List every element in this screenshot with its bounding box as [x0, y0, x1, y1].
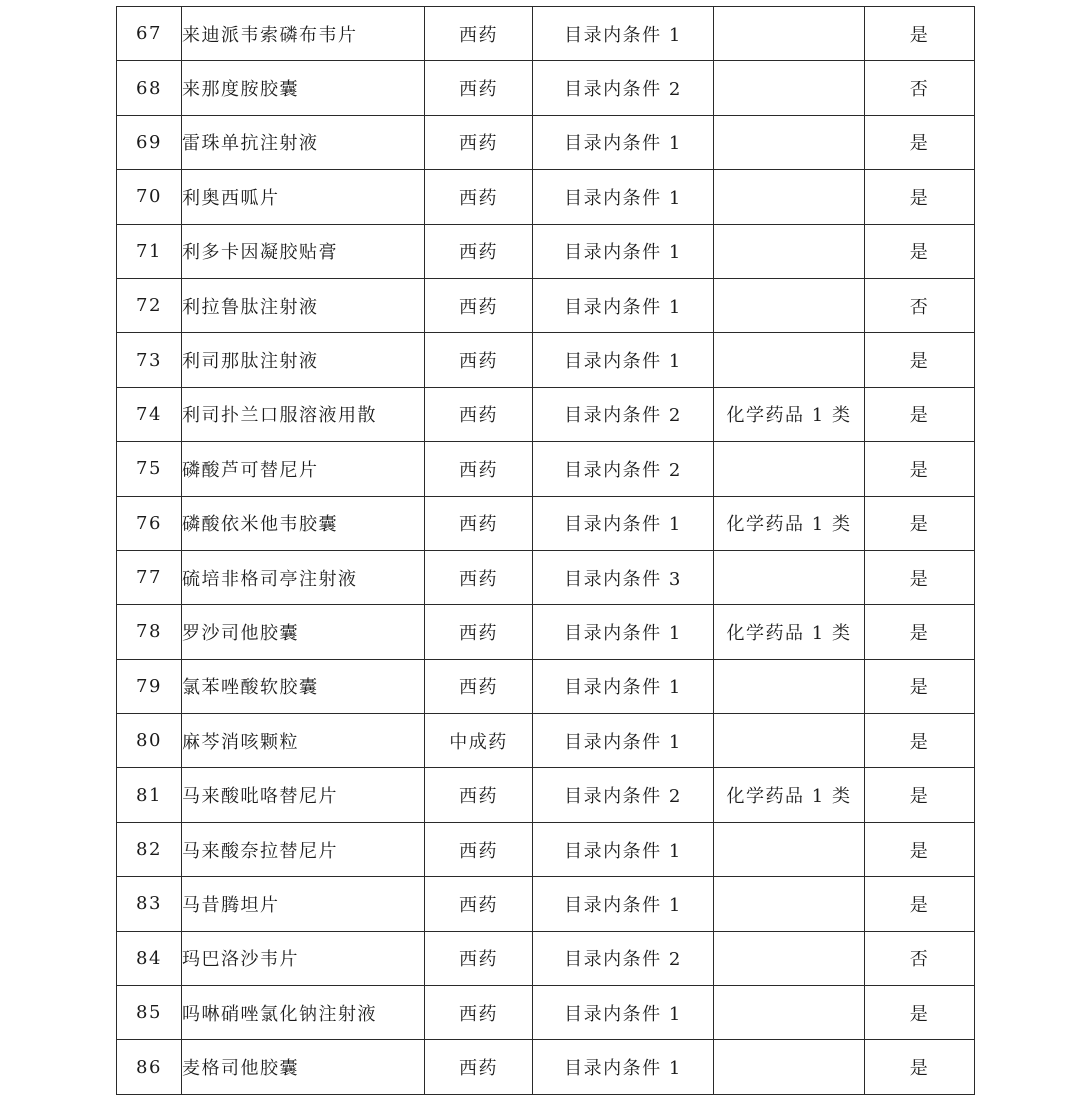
catalog-condition-cell: 目录内条件 1 [533, 986, 714, 1040]
catalog-condition-cell: 目录内条件 1 [533, 877, 714, 931]
row-number-cell: 85 [117, 986, 182, 1040]
drug-type-cell: 西药 [425, 986, 533, 1040]
drug-name-cell: 利拉鲁肽注射液 [182, 278, 425, 332]
yes-no-flag-cell: 是 [865, 768, 975, 822]
drug-type-cell: 西药 [425, 170, 533, 224]
catalog-condition-cell: 目录内条件 3 [533, 550, 714, 604]
yes-no-flag-cell: 是 [865, 7, 975, 61]
catalog-condition-cell: 目录内条件 1 [533, 115, 714, 169]
row-number-cell: 82 [117, 822, 182, 876]
drug-type-cell: 西药 [425, 442, 533, 496]
table-row [117, 931, 975, 985]
yes-no-flag-cell: 否 [865, 278, 975, 332]
table-row [117, 986, 975, 1040]
yes-no-flag-cell: 是 [865, 224, 975, 278]
drug-name-cell: 利多卡因凝胶贴膏 [182, 224, 425, 278]
drug-type-cell: 西药 [425, 333, 533, 387]
yes-no-flag-cell: 是 [865, 496, 975, 550]
catalog-condition-cell: 目录内条件 1 [533, 659, 714, 713]
catalog-condition-cell: 目录内条件 1 [533, 496, 714, 550]
drug-class-note-cell [714, 61, 865, 115]
catalog-condition-cell: 目录内条件 1 [533, 170, 714, 224]
drug-type-cell: 西药 [425, 877, 533, 931]
table-row [117, 115, 975, 169]
drug-class-note-cell [714, 659, 865, 713]
drug-list-table [116, 6, 975, 1095]
yes-no-flag-cell: 是 [865, 442, 975, 496]
drug-class-note-cell [714, 822, 865, 876]
drug-name-cell: 来迪派韦索磷布韦片 [182, 7, 425, 61]
drug-class-note-cell [714, 7, 865, 61]
catalog-condition-cell: 目录内条件 1 [533, 278, 714, 332]
drug-type-cell: 西药 [425, 931, 533, 985]
catalog-condition-cell: 目录内条件 2 [533, 442, 714, 496]
yes-no-flag-cell: 是 [865, 115, 975, 169]
table-row [117, 61, 975, 115]
catalog-condition-cell: 目录内条件 1 [533, 7, 714, 61]
drug-type-cell: 西药 [425, 768, 533, 822]
row-number-cell: 78 [117, 605, 182, 659]
drug-class-note-cell [714, 278, 865, 332]
drug-type-cell: 西药 [425, 659, 533, 713]
row-number-cell: 69 [117, 115, 182, 169]
drug-name-cell: 麦格司他胶囊 [182, 1040, 425, 1094]
drug-class-note-cell [714, 115, 865, 169]
catalog-condition-cell: 目录内条件 2 [533, 61, 714, 115]
drug-type-cell: 西药 [425, 822, 533, 876]
row-number-cell: 86 [117, 1040, 182, 1094]
row-number-cell: 68 [117, 61, 182, 115]
table-row [117, 550, 975, 604]
drug-type-cell: 西药 [425, 61, 533, 115]
drug-type-cell: 中成药 [425, 714, 533, 768]
drug-name-cell: 利司那肽注射液 [182, 333, 425, 387]
drug-class-note-cell [714, 877, 865, 931]
drug-name-cell: 磷酸芦可替尼片 [182, 442, 425, 496]
drug-type-cell: 西药 [425, 115, 533, 169]
row-number-cell: 81 [117, 768, 182, 822]
row-number-cell: 67 [117, 7, 182, 61]
yes-no-flag-cell: 是 [865, 333, 975, 387]
drug-name-cell: 马来酸奈拉替尼片 [182, 822, 425, 876]
drug-name-cell: 利司扑兰口服溶液用散 [182, 387, 425, 441]
table-row [117, 278, 975, 332]
drug-type-cell: 西药 [425, 387, 533, 441]
table-body [117, 7, 975, 1095]
row-number-cell: 71 [117, 224, 182, 278]
yes-no-flag-cell: 是 [865, 986, 975, 1040]
drug-name-cell: 雷珠单抗注射液 [182, 115, 425, 169]
catalog-condition-cell: 目录内条件 2 [533, 387, 714, 441]
table-row [117, 442, 975, 496]
table-row [117, 496, 975, 550]
row-number-cell: 83 [117, 877, 182, 931]
yes-no-flag-cell: 是 [865, 1040, 975, 1094]
drug-name-cell: 马昔腾坦片 [182, 877, 425, 931]
drug-class-note-cell [714, 442, 865, 496]
drug-type-cell: 西药 [425, 605, 533, 659]
catalog-condition-cell: 目录内条件 1 [533, 714, 714, 768]
catalog-condition-cell: 目录内条件 2 [533, 768, 714, 822]
drug-name-cell: 罗沙司他胶囊 [182, 605, 425, 659]
row-number-cell: 74 [117, 387, 182, 441]
yes-no-flag-cell: 否 [865, 61, 975, 115]
drug-name-cell: 磷酸依米他韦胶囊 [182, 496, 425, 550]
catalog-condition-cell: 目录内条件 1 [533, 605, 714, 659]
table-row [117, 714, 975, 768]
drug-name-cell: 硫培非格司亭注射液 [182, 550, 425, 604]
yes-no-flag-cell: 是 [865, 877, 975, 931]
table-row [117, 605, 975, 659]
table-row [117, 224, 975, 278]
drug-class-note-cell: 化学药品 1 类 [714, 605, 865, 659]
drug-type-cell: 西药 [425, 496, 533, 550]
catalog-condition-cell: 目录内条件 1 [533, 822, 714, 876]
row-number-cell: 76 [117, 496, 182, 550]
drug-name-cell: 利奥西呱片 [182, 170, 425, 224]
drug-class-note-cell [714, 714, 865, 768]
yes-no-flag-cell: 是 [865, 550, 975, 604]
row-number-cell: 75 [117, 442, 182, 496]
drug-name-cell: 氯苯唑酸软胶囊 [182, 659, 425, 713]
row-number-cell: 80 [117, 714, 182, 768]
yes-no-flag-cell: 是 [865, 170, 975, 224]
table-row [117, 7, 975, 61]
yes-no-flag-cell: 是 [865, 714, 975, 768]
table-row [117, 768, 975, 822]
drug-type-cell: 西药 [425, 224, 533, 278]
catalog-condition-cell: 目录内条件 1 [533, 224, 714, 278]
drug-name-cell: 玛巴洛沙韦片 [182, 931, 425, 985]
table-row [117, 822, 975, 876]
drug-type-cell: 西药 [425, 278, 533, 332]
table-row [117, 659, 975, 713]
drug-type-cell: 西药 [425, 550, 533, 604]
row-number-cell: 84 [117, 931, 182, 985]
drug-name-cell: 吗啉硝唑氯化钠注射液 [182, 986, 425, 1040]
table-row [117, 333, 975, 387]
row-number-cell: 73 [117, 333, 182, 387]
drug-class-note-cell [714, 550, 865, 604]
drug-type-cell: 西药 [425, 7, 533, 61]
table-row [117, 170, 975, 224]
row-number-cell: 79 [117, 659, 182, 713]
table-row [117, 387, 975, 441]
drug-class-note-cell: 化学药品 1 类 [714, 496, 865, 550]
drug-class-note-cell [714, 333, 865, 387]
drug-class-note-cell: 化学药品 1 类 [714, 768, 865, 822]
drug-class-note-cell [714, 170, 865, 224]
row-number-cell: 77 [117, 550, 182, 604]
table-row [117, 877, 975, 931]
drug-class-note-cell [714, 1040, 865, 1094]
row-number-cell: 72 [117, 278, 182, 332]
drug-class-note-cell: 化学药品 1 类 [714, 387, 865, 441]
yes-no-flag-cell: 是 [865, 822, 975, 876]
catalog-condition-cell: 目录内条件 2 [533, 931, 714, 985]
catalog-condition-cell: 目录内条件 1 [533, 333, 714, 387]
row-number-cell: 70 [117, 170, 182, 224]
drug-type-cell: 西药 [425, 1040, 533, 1094]
yes-no-flag-cell: 是 [865, 659, 975, 713]
drug-class-note-cell [714, 931, 865, 985]
yes-no-flag-cell: 是 [865, 387, 975, 441]
drug-class-note-cell [714, 986, 865, 1040]
drug-name-cell: 麻芩消咳颗粒 [182, 714, 425, 768]
yes-no-flag-cell: 是 [865, 605, 975, 659]
table-row [117, 1040, 975, 1094]
drug-name-cell: 马来酸吡咯替尼片 [182, 768, 425, 822]
catalog-condition-cell: 目录内条件 1 [533, 1040, 714, 1094]
drug-name-cell: 来那度胺胶囊 [182, 61, 425, 115]
yes-no-flag-cell: 否 [865, 931, 975, 985]
drug-class-note-cell [714, 224, 865, 278]
